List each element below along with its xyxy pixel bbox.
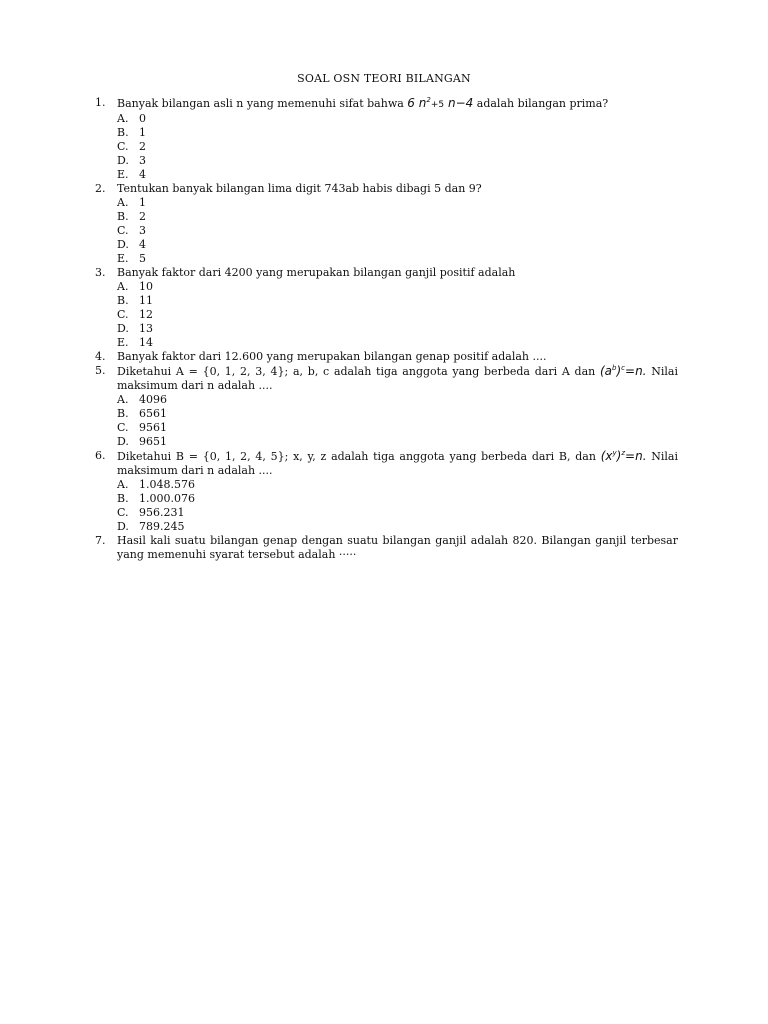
option-item	[117, 407, 678, 421]
question-text-after: adalah bilangan prima?	[476, 97, 609, 110]
formula-exponent: 2	[426, 96, 431, 104]
question-list	[95, 96, 678, 562]
option-list	[117, 112, 678, 182]
question-number: 7.	[95, 534, 106, 547]
option-value: 2	[139, 210, 146, 223]
option-letter: C.	[117, 421, 129, 434]
question-text: Tentukan banyak bilangan lima digit 743ab habis dibagi 5 dan 9?	[117, 182, 482, 195]
formula-rhs: =n.	[625, 449, 647, 463]
formula-exponent-outer: z	[621, 449, 626, 457]
option-letter: D.	[117, 238, 129, 251]
option-value: 9561	[139, 421, 167, 434]
option-letter: C.	[117, 140, 129, 153]
option-letter: C.	[117, 506, 129, 519]
option-item	[117, 238, 678, 252]
polynomial-formula	[407, 96, 473, 110]
formula-base: a	[604, 364, 613, 378]
question-text: Hasil kali suatu bilangan genap dengan suatu bilangan ganjil adalah 820. Bilangan ganjil terbesar yang memenuhi syarat tersebut adalah ·····	[117, 534, 678, 561]
option-item	[117, 224, 678, 238]
option-item	[117, 126, 678, 140]
option-list	[117, 280, 678, 350]
option-letter: B.	[117, 126, 129, 139]
option-letter: B.	[117, 407, 129, 420]
option-item	[117, 393, 678, 407]
formula-variable: n	[418, 96, 427, 110]
formula-variable: n	[447, 96, 456, 110]
option-value: 1	[139, 196, 146, 209]
question-text-after: Nilai maksimum dari n adalah ....	[117, 365, 678, 392]
option-item	[117, 196, 678, 210]
option-letter: E.	[117, 252, 129, 265]
question-1	[95, 96, 678, 182]
option-value: 11	[139, 294, 153, 307]
option-letter: D.	[117, 520, 129, 533]
option-letter: A.	[117, 196, 129, 209]
option-item	[117, 210, 678, 224]
formula-base: x	[605, 449, 613, 463]
option-item	[117, 336, 678, 350]
option-value: 789.245	[139, 520, 185, 533]
question-text	[117, 449, 678, 478]
question-number: 3.	[95, 266, 106, 279]
option-item	[117, 506, 678, 520]
question-text-before: Diketahui A = {0, 1, 2, 3, 4}; a, b, c adalah tiga anggota yang berbeda dari A dan	[117, 365, 596, 378]
question-text-before: Diketahui B = {0, 1, 2, 4, 5}; x, y, z adalah tiga anggota yang berbeda dari B, dan	[117, 450, 596, 463]
option-item	[117, 294, 678, 308]
formula-coefficient: 6	[407, 96, 415, 110]
question-7	[95, 534, 678, 562]
question-text: Banyak faktor dari 4200 yang merupakan bilangan ganjil positif adalah	[117, 266, 516, 279]
option-letter: B.	[117, 492, 129, 505]
option-item	[117, 168, 678, 182]
option-list	[117, 196, 678, 266]
option-value: 6561	[139, 407, 167, 420]
option-value: 3	[139, 224, 146, 237]
option-list	[117, 393, 678, 449]
option-letter: A.	[117, 112, 129, 125]
option-letter: D.	[117, 435, 129, 448]
formula-exponent-inner: y	[612, 449, 617, 457]
question-text-after: Nilai maksimum dari n adalah ....	[117, 450, 679, 477]
option-item	[117, 421, 678, 435]
option-letter: A.	[117, 280, 129, 293]
question-number: 2.	[95, 182, 106, 195]
formula-rhs: =n.	[625, 364, 647, 378]
option-value: 4096	[139, 393, 167, 406]
question-6	[95, 449, 678, 534]
option-item	[117, 322, 678, 336]
question-text	[117, 364, 678, 393]
option-item	[117, 492, 678, 506]
option-value: 4	[139, 238, 146, 251]
option-value: 1.000.076	[139, 492, 195, 505]
option-letter: E.	[117, 336, 129, 349]
option-letter: C.	[117, 224, 129, 237]
option-value: 13	[139, 322, 153, 335]
formula-exponent-outer: c	[621, 364, 626, 372]
option-letter: A.	[117, 478, 129, 491]
option-value: 9651	[139, 435, 167, 448]
option-letter: A.	[117, 393, 129, 406]
option-value: 14	[139, 336, 153, 349]
formula-exponent-inner: b	[612, 364, 617, 372]
option-item	[117, 252, 678, 266]
option-letter: C.	[117, 308, 129, 321]
question-5	[95, 364, 678, 449]
option-item	[117, 112, 678, 126]
option-list	[117, 478, 678, 534]
question-number: 1.	[95, 96, 106, 109]
power-formula: $(x^y)^z=n$.	[600, 449, 647, 463]
option-item	[117, 154, 678, 168]
option-item	[117, 520, 678, 534]
option-value: 2	[139, 140, 146, 153]
power-formula: $(a^b)^c=n$.	[599, 364, 647, 378]
option-item	[117, 435, 678, 449]
option-value: 956.231	[139, 506, 185, 519]
option-value: 4	[139, 168, 146, 181]
document-title: SOAL OSN TEORI BILANGAN	[297, 72, 471, 85]
question-text-before: Banyak bilangan asli n yang memenuhi sifat bahwa	[117, 97, 404, 110]
option-value: 12	[139, 308, 153, 321]
option-letter: D.	[117, 322, 129, 335]
option-item	[117, 280, 678, 294]
question-number: 6.	[95, 449, 106, 462]
question-2	[95, 182, 678, 266]
option-value: 3	[139, 154, 146, 167]
question-4	[95, 350, 678, 364]
option-value: 5	[139, 252, 146, 265]
option-value: 10	[139, 280, 153, 293]
option-value: 1.048.576	[139, 478, 195, 491]
option-letter: D.	[117, 154, 129, 167]
question-text: Banyak faktor dari 12.600 yang merupakan bilangan genap positif adalah ....	[117, 350, 547, 363]
formula-constant: −4	[455, 96, 474, 110]
option-letter: B.	[117, 210, 129, 223]
option-item	[117, 478, 678, 492]
option-value: 1	[139, 126, 146, 139]
option-item	[117, 140, 678, 154]
question-text	[117, 96, 678, 112]
question-number: 5.	[95, 364, 106, 377]
option-item	[117, 308, 678, 322]
option-letter: E.	[117, 168, 129, 181]
option-value: 0	[139, 112, 146, 125]
formula-term: +5	[430, 100, 445, 110]
question-3	[95, 266, 678, 350]
question-number: 4.	[95, 350, 106, 363]
option-letter: B.	[117, 294, 129, 307]
